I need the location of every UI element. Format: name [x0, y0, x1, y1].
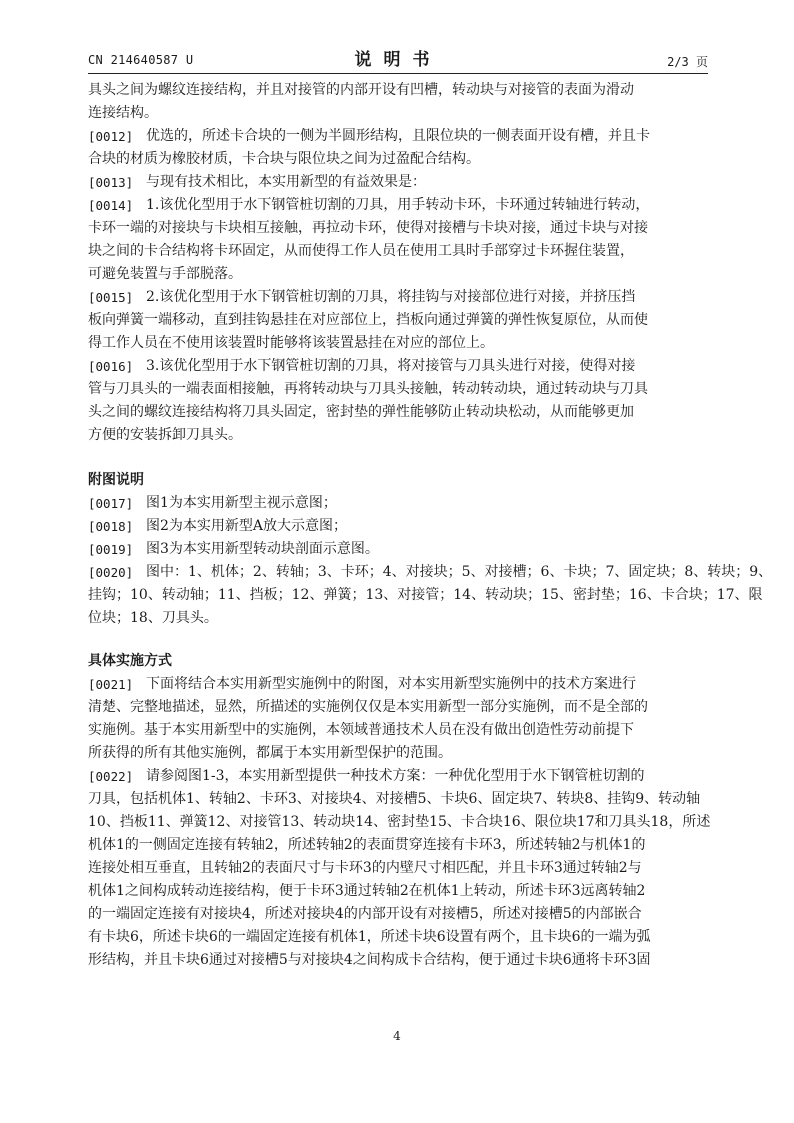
text-line: 可避免装置与手部脱落。 — [88, 266, 242, 282]
publication-number: CN 214640587 U — [88, 53, 194, 67]
text-line: 合块的材质为橡胶材质，卡合块与限位块之间为过盈配合结构。 — [88, 151, 480, 167]
text-line: 与现有技术相比，本实用新型的有益效果是： — [146, 174, 426, 190]
text-line: 板向弹簧一端移动，直到挂钩悬挂在对应部位上，挡板向通过弹簧的弹性恢复原位，从而使 — [88, 312, 648, 328]
text-line: 得工作人员在不使用该装置时能够将该装置悬挂在对应的部位上。 — [88, 335, 494, 351]
numbered-paragraph — [88, 538, 708, 561]
paragraph-number: [0022] — [88, 769, 134, 784]
text-line: 块之间的卡合结构将卡环固定，从而使得工作人员在使用工具时手部穿过卡环握住装置， — [88, 243, 634, 259]
text-line: 方便的安装拆卸刀具头。 — [88, 427, 242, 443]
text-line: 1.该优化型用于水下钢管桩切割的刀具，用手转动卡环，卡环通过转轴进行转动， — [146, 197, 650, 213]
numbered-paragraph — [88, 194, 708, 286]
paragraph-text — [146, 492, 708, 515]
numbered-paragraph — [88, 561, 773, 630]
section-heading-embodiment: 具体实施方式 — [88, 653, 172, 669]
text-line: 机体1的一侧固定连接有转轴2，所述转轴2的表面贯穿连接有卡环3，所述转轴2与机体1的 — [88, 837, 646, 853]
continued-paragraph — [88, 79, 708, 125]
page-indicator: 2/3 页 — [667, 55, 708, 69]
text-line: 图3为本实用新型转动块剖面示意图。 — [146, 541, 379, 557]
document-title: 说明书 — [354, 50, 442, 70]
paragraph-number: [0019] — [88, 542, 134, 557]
paragraph-group-embodiment — [88, 673, 711, 972]
text-line: 优选的，所述卡合块的一侧为半圆形结构，且限位块的一侧表面开设有槽，并且卡 — [146, 128, 650, 144]
section-heading-figures: 附图说明 — [88, 472, 144, 488]
text-line: 请参阅图1-3，本实用新型提供一种技术方案：一种优化型用于水下钢管桩切割的 — [146, 768, 645, 784]
text-line: 机体1之间构成转动连接结构，便于卡环3通过转轴2在机体1上转动，所述卡环3远离转轴2 — [88, 883, 646, 899]
paragraph-number: [0020] — [88, 565, 134, 580]
numbered-paragraph — [88, 286, 708, 355]
text-line: 位块；18、刀具头。 — [88, 610, 218, 626]
numbered-paragraph — [88, 171, 708, 194]
text-line: 3.该优化型用于水下钢管桩切割的刀具，将对接管与刀具头进行对接，使得对接 — [146, 358, 636, 374]
paragraph-number: [0012] — [88, 129, 134, 144]
text-line: 卡环一端的对接块与卡块相互接触，再拉动卡环，使得对接槽与卡块对接，通过卡块与对接 — [88, 220, 648, 236]
paragraph-number: [0015] — [88, 290, 134, 305]
text-line: 的一端固定连接有对接块4，所述对接块4的内部开设有对接槽5，所述对接槽5的内部嵌合 — [88, 906, 642, 922]
text-line: 2.该优化型用于水下钢管桩切割的刀具，将挂钩与对接部位进行对接，并挤压挡 — [146, 289, 636, 305]
text-line: 形结构，并且卡块6通过对接槽5与对接块4之间构成卡合结构，便于通过卡块6通将卡环3固 — [88, 952, 651, 968]
numbered-paragraph — [88, 515, 708, 538]
text-line: 有卡块6，所述卡块6的一端固定连接有机体1，所述卡块6设置有两个，且卡块6的一端为弧 — [88, 929, 651, 945]
text-line: 挂钩；10、转动轴；11、挡板；12、弹簧；13、对接管；14、转动块；15、密封垫；16、卡合块；17、限 — [88, 587, 763, 603]
paragraph-text — [146, 538, 708, 561]
paragraph-number: [0016] — [88, 359, 134, 374]
paragraph-group-summary — [88, 125, 708, 447]
text-line: 10、挡板11、弹簧12、对接管13、转动块14、密封垫15、卡合块16、限位块17和刀具头18，所述 — [88, 814, 711, 830]
text-line: 刀具，包括机体1、转轴2、卡环3、对接块4、对接槽5、卡块6、固定块7、转块8、挂钩9、转动轴 — [88, 791, 701, 807]
text-line: 清楚、完整地描述，显然，所描述的实施例仅仅是本实用新型一部分实施例，而不是全部的 — [88, 699, 648, 715]
text-line: 连接处相互垂直，且转轴2的表面尺寸与卡环3的内壁尺寸相匹配，并且卡环3通过转轴2与 — [88, 860, 642, 876]
numbered-paragraph — [88, 125, 708, 171]
numbered-paragraph — [88, 765, 711, 972]
text-line: 图1为本实用新型主视示意图； — [146, 495, 337, 511]
document-body — [88, 79, 773, 972]
numbered-paragraph — [88, 355, 708, 447]
text-line: 头之间的螺纹连接结构将刀具头固定，密封垫的弹性能够防止转动块松动，从而能够更加 — [88, 404, 634, 420]
text-line: 图中：1、机体；2、转轴；3、卡环；4、对接块；5、对接槽；6、卡块；7、固定块；8、转块；9、 — [146, 564, 773, 580]
page-header — [88, 45, 708, 74]
text-line: 连接结构。 — [88, 105, 158, 121]
text-line: 下面将结合本实用新型实施例中的附图，对本实用新型实施例中的技术方案进行 — [146, 676, 636, 692]
page-number: 4 — [393, 1029, 401, 1043]
numbered-paragraph — [88, 673, 708, 765]
text-line: 图2为本实用新型A放大示意图； — [146, 518, 348, 534]
numbered-paragraph — [88, 492, 708, 515]
paragraph-text — [146, 171, 708, 194]
paragraph-group-figures — [88, 492, 773, 630]
paragraph-number: [0021] — [88, 677, 134, 692]
paragraph-text — [146, 515, 708, 538]
text-line: 具头之间为螺纹连接结构，并且对接管的内部开设有凹槽，转动块与对接管的表面为滑动 — [88, 82, 634, 98]
text-line: 管与刀具头的一端表面相接触，再将转动块与刀具头接触，转动转动块，通过转动块与刀具 — [88, 381, 648, 397]
paragraph-number: [0018] — [88, 519, 134, 534]
text-line: 所获得的所有其他实施例，都属于本实用新型保护的范围。 — [88, 745, 452, 761]
paragraph-number: [0014] — [88, 198, 134, 213]
text-line: 实施例。基于本实用新型中的实施例，本领域普通技术人员在没有做出创造性劳动前提下 — [88, 722, 634, 738]
paragraph-number: [0013] — [88, 175, 134, 190]
paragraph-number: [0017] — [88, 496, 134, 511]
